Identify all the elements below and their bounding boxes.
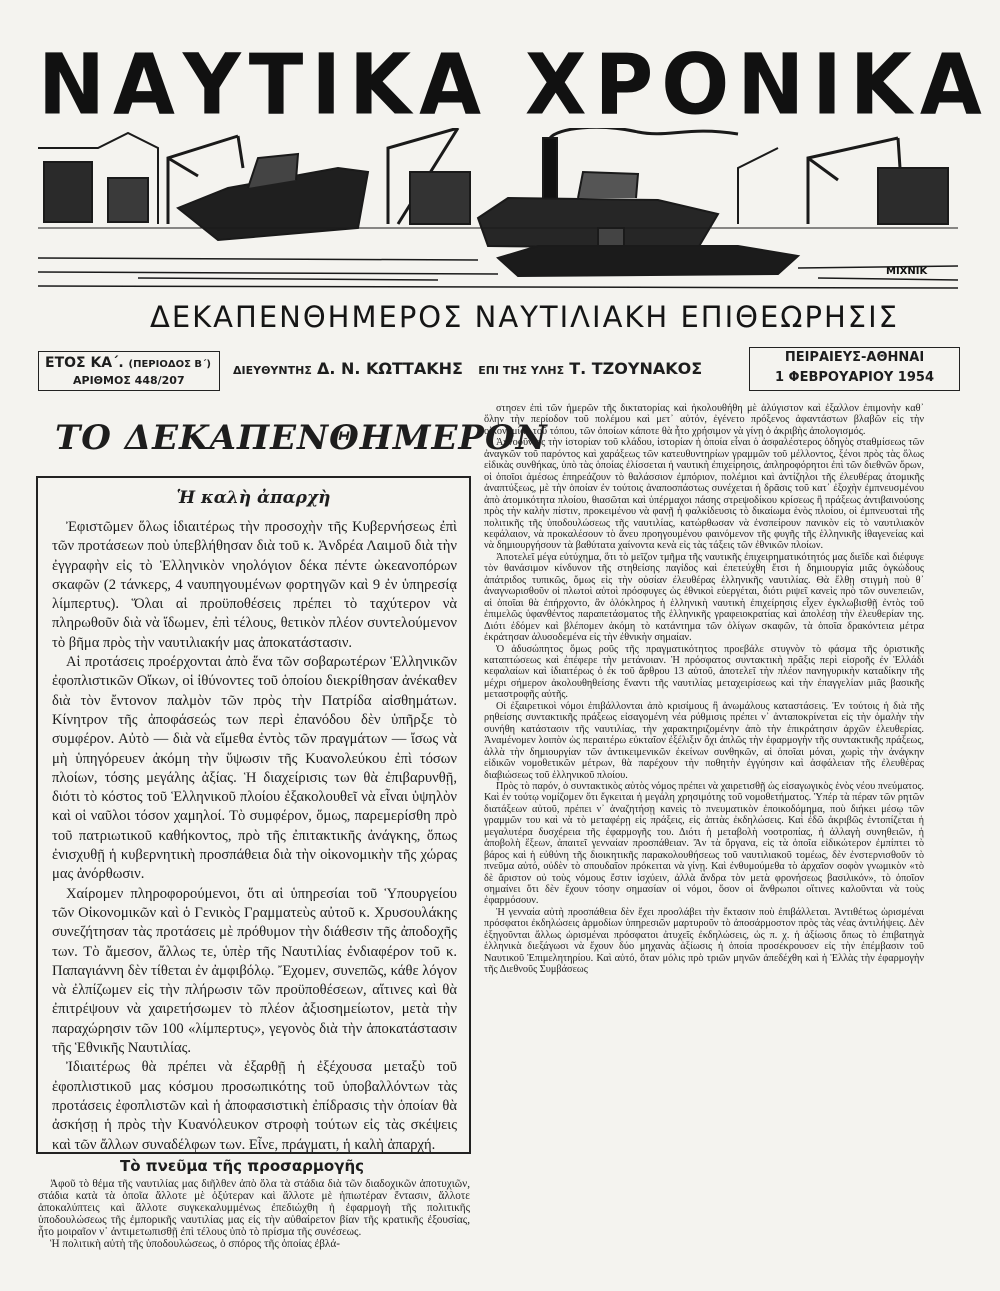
lead-paragraph: Αἱ προτάσεις προέρχονται ἀπὸ ἕνα τῶν σοβαρωτέρων Ἑλληνικῶν ἐφοπλιστικῶν Οἴκων, οἱ ἰθύνοντες τοῦ ὁποίου διεκρίθησαν ἀνέκαθεν διὰ τὸν ἔντονον παλμὸν τῶν πρὸς τὴν Πατρίδα αἰσθημάτων. Κίνητρον τῆς ἀποφάσεώς των περὶ ἐπανόδου δὲν ὑπῆρξε τὸ συμφέρον. Αὐτὸ — διὰ νὰ εἴμεθα ἐντὸς τῶν πραγμάτων — ἴσως νὰ μὴ ὑπηγόρευεν ἀκόμη τὴν ὕψωσιν τῆς Κυανολεύκου ἐπὶ τόσων πλοίων, τόσης μεγάλης ἀξίας. Ἡ διαχείρισις των θὰ ἐπιβαρυνθῇ, διότι τὸ κόστος τοῦ Ἑλληνικοῦ πλοίου ἐξακολουθεῖ νὰ εἶναι ὑψηλὸν καὶ οἱ ναῦλοι τόσον χαμηλοί. Τὸ συμφέρον, ὅμως, παρεμερίσθη πρὸ τοῦ πατριωτικοῦ καθήκοντος, πρὸ τῆς ἐπιτακτικῆς ἀνάγκης, ὅπως ἐνισχυθῇ ἡ κυβερνητικὴ προσπάθεια διὰ τὴν οἰκονομικὴν τῆς χώρας μας ἀνόρθωσιν.: [52, 654, 457, 883]
right-paragraph: Ἀγνοοῦντες τὴν ἱστορίαν τοῦ κλάδου, ἱστορίαν ἡ ὁποία εἶναι ὁ ἀσφαλέστερος ὁδηγὸς σταθμίσεως τῶν ἀναγκῶν τοῦ παρόντος καὶ χαράξεως τῶν κατευθυντηρίων γραμμῶν τοῦ μέλλοντος, ξένοι πρὸς τὰς ὅλως εἰδικὰς συνθήκας, ὑπὸ τὰς ὁποίας ἐλίσσεται ἡ ναυτικὴ ἐπιχείρησις, ἀπληροφόρητοι ἐπὶ τῶν διεθνῶν ὅρων, οἱ ὁποῖοι ἀμέσως ἐπηρεάζουν τὸ θαλάσσιον ἐμπόριον, πολέμιοι καὶ ἀντίζηλοι τῆς ἐλευθέρας ἀτομικῆς ἀναπτύξεως, μὲ τὴν ὁποίαν ἐν τούτοις ἀναποσπάστως συνέχεται ἡ δρᾶσις τοῦ κατ᾿ ἐξοχὴν ἐμπνευσμένου ἀπὸ ἀτομικότητα πλοίου, θιασῶται καὶ ὑπέρμαχοι πάσης στρεψοδίκου κρίσεως ἢ πράξεως ἀντιβαινούσης πρὸς τὴν καλὴν πίστιν, προκειμένου νὰ φανῇ ἡ φαλκίδευσις τὸ δικαίωμα ἑνὸς πλοίου, οἱ ἐμπνευσταὶ τῆς πολιτικῆς τῆς ὑποδουλώσεως τῆς ναυτιλίας, κατώρθωσαν νὰ ἐνσπείρουν πανικὸν εἰς τὸ ναυτιλιακὸν κεφάλαιον, νὰ προκαλέσουν τὸ ἄνευ προηγουμένου φαινόμενον τῆς φυγῆς τῆς ἑλληνικῆς ἰθαγενείας καὶ νὰ δημιουργήσουν τὰ βαθύτατα χαίνοντα κενὰ εἰς τὰς τάξεις τῶν ἐθνικῶν πλοίων.: [484, 437, 924, 552]
material-label: ΕΠΙ ΤΗΣ ΥΛΗΣ: [478, 364, 565, 377]
right-paragraph: Ἡ γενναία αὐτὴ προσπάθεια δὲν ἔχει προσλάβει τὴν ἔκτασιν ποὺ ἐπιβάλλεται. Ἀντιθέτως ὡρισμέναι πρόσφατοι ἐκδηλώσεις ἁρμοδίων ὑπηρεσιῶν μαρτυροῦν τὸ ἀποσάρμοστον πρὸς τὰς νέας ἀντιλήψεις. Δὲν ἐξηγοῦνται ἄλλως ὡρισμέναι πρόσφατοι ἀτυχεῖς ἐκδηλώσεις, ὡς π. χ. ἡ ἀξίωσις ὅπως τὸ ἐπιβατηγὰ ἑλληνικὰ διεξάγωσι νὰ ἔχουν δύο μηχανὰς ἀξίωσις ἡ ὁποία προσέκρουσεν εἰς τὴν ἐπέμβασιν τοῦ Ναυτικοῦ Ἐπιμελητηρίου. Καὶ αὐτό, ὅταν μόλις πρὸ τριῶν μηνῶν ἀπεδέχθη καὶ ἡ Ἑλλὰς τὴν ἐφαρμογὴν τῆς Διεθνοῦς Συμβάσεως: [484, 906, 924, 976]
right-column: [484, 403, 924, 976]
masthead-title: ΝΑΥΤΙΚΑ ΧΡΟΝΙΚΑ: [38, 35, 990, 134]
second-article-title: Τὸ πνεῦμα τῆς προσαρμογῆς: [120, 1157, 365, 1175]
harbor-illustration: [38, 128, 958, 296]
issue-date: 1 ΦΕΒΡΟΥΑΡΙΟΥ 1954: [774, 370, 934, 385]
right-paragraph: Ἀποτελεῖ μέγα εὐτύχημα, ὅτι τὸ μεῖζον τμῆμα τῆς ναυτικῆς ἐπιχειρηματικότητός μας διεῖδε καὶ διέφυγε τὸν θανάσιμον κίνδυνον τῆς στηθείσης παγίδος καὶ ἐπετεύχθη ἔτσι ἡ δημιουργία μιᾶς ὀγκώδους ἀπάτριδος τυπικῶς, ὅμως εἰς τὴν οὐσίαν ἐλευθέρας ἑλληνικῆς ναυτιλίας. Θὰ ἔλθῃ στιγμὴ ποὺ θ᾿ ἀναγνωρισθοῦν οἱ πλωτοὶ αὐτοὶ πρόσφυγες ὡς ἐθνικοὶ εὐεργέται, διότι ριψεῖ κανεὶς πρὸ τῶν συνεπειῶν, αἱ ὁποῖαι θὰ ἐπήρχοντο, ἂν ὁλόκληρος ἡ ἑλληνικὴ ναυτικὴ ἐπιχείρησις εἶχεν ἐγκλωβισθῇ ἐντὸς τοῦ ἐπιμελῶς ὑφανθέντος παραπετάσματος τῆς ἑλληνικῆς γραφειοκρατίας καὶ ἀπολέσῃ τὴν ἐλευθερίαν της. Διότι ἐδόμεν καὶ βλέπομεν ἀκόμη τὸ κατάντημα τῶν ὀλίγων σκαφῶν, τὰ ὁποῖα δρακόντεια μέτρα ἐκράτησαν ἀλυσοδεμένα εἰς τὴν ἐθνικὴν σημαίαν.: [484, 551, 924, 644]
right-paragraph: Πρὸς τὸ παρόν, ὁ συντακτικὸς αὐτὸς νόμος πρέπει νὰ χαιρετισθῇ ὡς εἰσαγωγικὸς ἑνὸς νέου πνεύματος. Καὶ ἐν τούτῳ νομίζομεν ὅτι ἔγκειται ἡ μεγάλη χρησιμότης τοῦ νομοθετήματος. Ὑπέρ τὰ πέραν τῶν ρητῶν διατάξεων αὐτοῦ, πρέπει ν᾿ ἀναζητήσῃ κανεὶς τὸ πνευματικὸν ἐποικοδόμημα, ποὺ διήκει μέσῳ τῶν γραμμῶν του καὶ νὰ τὸ μεταφέρῃ εἰς πράξεις, εἰς ἁπτὰς ἐκδηλώσεις. Καὶ ἐδῶ ἀκριβῶς ἐντοπίζεται ἡ μεγαλυτέρα δυσχέρεια τῆς ἐφαρμογῆς του. Διότι ἡ μεταβολὴ νοοτροπίας, ἡ ἀλλαγὴ συνηθειῶν, ἡ ἀποβολὴ ἕξεων, ἀπαιτεῖ γενναίαν προσπάθειαν. Ἂν τὰ ὄργανα, εἰς τὰ ὁποῖα εἰδικώτερον ἐμπίπτει τὸ βάρος καὶ ἡ εὐθύνη τῆς διοικητικῆς παρακολουθήσεως τοῦ ναυτιλιακοῦ τομέως, δὲν ἐνστερνισθοῦν τὸ πνεῦμα αὐτό, οὐδὲν τὸ σπουδαῖον πρόκειται νὰ γίνῃ. Καὶ ἐνθυμούμεθα τὸ ἀρχαῖον σοφὸν γνωμικὸν «τὸ δὲ ἄριστον οὐ τοὺς νόμους ἔστιν ἰσχύειν, ἀλλὰ ἄνδρα τὸν μετὰ φρονήσεως βασιλικόν», τὸ ὁποῖον σημαίνει ὅτι δὲν ἔχουν τόσην σημασίαν οἱ νόμοι, ὅσον οἱ ἄνθρωποι οἵτινες καλοῦνται νὰ τοὺς ἐφαρμόσουν.: [484, 780, 924, 907]
lead-article-box: [36, 476, 471, 1154]
second-paragraph: Ἀφοῦ τὸ θέμα τῆς ναυτιλίας μας διῆλθεν ἀπὸ ὅλα τὰ στάδια διὰ τῶν διαδοχικῶν ἀποτυχιῶν, στάδια κατὰ τὰ ὁποῖα ἄλλοτε μὲ ὀξύτεραν καὶ ἄλλοτε μὲ ἠπιωτέραν ἔντασιν, ἄλλοτε ἀποκαλύπτεις καὶ ἄλλοτε συγκεκαλυμμένως ἐπεδιώχθη ἡ ἐφαρμογὴ τῆς πολιτικῆς ὑποδουλώσεως τῆς ἐμπορικῆς ναυτιλίας μας εἰς τὴν αὐθαίρετον βίαν τῆς κρατικῆς ἐξουσίας, ἦτο μοιραῖον ν᾿ ἀντιμετωπισθῇ ἐπὶ τέλους ὑπὸ τὸ πρίσμα τῆς συνέσεως.: [38, 1178, 470, 1238]
issue-info-bar: [38, 345, 960, 393]
lead-article-title: Ἡ καλὴ ἀπαρχὴ: [176, 488, 331, 508]
issue-place: ΠΕΙΡΑΙΕΥΣ-ΑΘΗΝΑΙ: [784, 350, 925, 365]
lead-paragraph: Ἰδιαιτέρως θὰ πρέπει νὰ ἐξαρθῇ ἡ ἐξέχουσα μεταξὺ τοῦ ἐφοπλιστικοῦ μας κόσμου προσωπικότης τοῦ ὑποβαλλόντων τὰς προτάσεις ἐφοπλιστῶν καὶ ἡ ἀποφασιστικὴ ἐπίδρασις τὴν ὁποίαν θὰ ἀσκήσῃ ἡ πρὸς τὴν Κυανόλευκον στροφὴ τούτων εἰς τὰς σκέψεις καὶ τῶν ἄλλων συναδέλφων των. Εἶνε, πράγματι, ἡ καλὴ ἀπαρχή.: [52, 1059, 457, 1153]
material-editor-name: Τ. ΤΖΟΥΝΑΚΟΣ: [569, 359, 703, 378]
lead-paragraph: Ἐφιστῶμεν ὅλως ἰδιαιτέρως τὴν προσοχὴν τῆς Κυβερνήσεως ἐπὶ τῶν προτάσεων ποὺ ὑπεβλήθησαν διὰ τοῦ κ. Ἀνδρέα Λαιμοῦ διὰ τὴν ἐγγραφὴν εἰς τὸ Ἑλληνικὸν νηολόγιον δέκα πέντε ὠκεανοπόρων σκαφῶν (2 τάνκερς, 4 ναυπηγουμένων φορτηγῶν καὶ 9 ἐν ὑπηρεσίᾳ λίμπερτυς). Ὅλαι αἱ προϋποθέσεις πρέπει τὸ ταχύτερον νὰ πληρωθοῦν διὰ νὰ ἴδωμεν, ἐπὶ τέλους, θετικὸν πλέον συντελούμενον τὸ βῆμα πρὸς τὴν ναυτιλιακήν μας ἀποκατάστασιν.: [52, 519, 457, 651]
issue-year: ΕΤΟΣ ΚΑ΄.: [45, 355, 124, 371]
editors-line: [233, 359, 723, 378]
issue-year-box: [38, 351, 220, 391]
issue-period: (ΠΕΡΙΟΔΟΣ Β΄): [128, 359, 211, 370]
lead-article-body: [52, 518, 457, 1155]
place-date-box: [749, 347, 960, 391]
issue-year-line: [45, 355, 211, 371]
column-title: ΤΟ ΔΕΚΑΠΕΝΘΗΜΕΡΟΝ: [55, 418, 548, 458]
right-paragraph: Ὁ ἀδυσώπητος ὅμως ροῦς τῆς πραγματικότητος προεβάλε στυγνὸν τὸ φάσμα τῆς ὁριστικῆς καταπτώσεως καὶ ἐπέφερε τὴν μετάνοιαν. Ἡ πρόσφατος συντακτικὴ πρᾶξις περὶ εἰσροῆς ἐν Ἑλλάδι κεφαλαίων καὶ ἰδιαιτέρως ὁ ἐκ τοῦ ἄρθρου 13 αὐτοῦ, ἀποτελεῖ τὴν πλέον πανηγυρικὴν καταδίκην τῆς μέχρι σήμερον ἀκολουθηθείσης ἔναντι τῆς ναυτιλίας μεταχειρίσεως καὶ τὴν ἐπαγγελίαν μιᾶς βασικῆς μεταστροφῆς αὐτῆς.: [484, 643, 924, 701]
director-name: Δ. Ν. ΚΩΤΤΑΚΗΣ: [316, 359, 463, 378]
right-paragraph: στησεν ἐπὶ τῶν ἡμερῶν τῆς δικτατορίας καὶ ἠκολουθήθη μὲ ἀλύγιστον καὶ ἐξαλλον ἐπιμονὴν καθ᾿ ὅλην τὴν περίοδον τοῦ πολέμου καὶ μετ᾿ αὐτόν, ἐγένετο πρόξενος ἀφαντάστων βλαβῶν εἰς τὴν οἰκονομίαν τοῦ τόπου, τῶν ὁποίων κάποτε θὰ ἦτο χρήσιμον νὰ γίνῃ ὁ ἀκριβὴς ἀπολογισμός.: [484, 403, 924, 437]
lead-paragraph: Χαίρομεν πληροφορούμενοι, ὅτι αἱ ὑπηρεσίαι τοῦ Ὑπουργείου τῶν Οἰκονομικῶν καὶ ὁ Γενικὸς Γραμματεὺς αὐτοῦ κ. Χρυσουλάκης συνεζήτησαν τὰς προτάσεις μὲ πρόθυμον τὴν διάθεσιν τῆς ἀποδοχῆς των. Τὸ ἄμεσον, ἄλλως τε, ὑπὲρ τῆς Ναυτιλίας ἐνδιαφέρον τοῦ κ. Παπαγιάννη δὲν τίθεται ἐν ἀμφιβόλῳ. Ἔχομεν, συνεπῶς, κάθε λόγον νὰ ἐλπίζωμεν εἰς τὴν πλήρωσιν τῶν προϋποθέσεων, αἵτινες καὶ θὰ ἐπιτρέψουν νὰ χαιρετήσωμεν τὸ πλέον ἀξιοσημείωτον, μετὰ τὴν παραχώρησιν τῶν 100 «λίμπερτυς», γεγονὸς διὰ τὴν ἀποκατάστασιν τῆς Ἑθνικῆς Ναυτιλίας.: [52, 885, 457, 1057]
artist-signature: ΜΙΧΝΙΚ: [886, 266, 928, 277]
second-article-body: [38, 1178, 470, 1250]
subtitle: ΔΕΚΑΠΕΝΘΗΜΕΡΟΣ ΝΑΥΤΙΛΙΑΚΗ ΕΠΙΘΕΩΡΗΣΙΣ: [150, 300, 899, 334]
second-paragraph: Ἡ πολιτικὴ αὐτὴ τῆς ὑποδουλώσεως, ὁ σπόρος τῆς ὁποίας ἐβλά-: [50, 1238, 340, 1250]
right-paragraph: Οἱ ἐξαιρετικοὶ νόμοι ἐπιβάλλονται ἀπὸ κρισίμους ἢ ἀνωμάλους καταστάσεις. Ἐν τούτοις ἡ διὰ τῆς ρηθείσης συντακτικῆς πράξεως εἰσαγομένη νέα ρύθμισις πρέπει ν᾿ ἀνταποκρίνεται εἰς τὴν ὁμαλὴν τὴν συνήθη κατάστασιν τῆς ναυτιλίας, τὴν χαρακτηριζομένην ἀπὸ τὴν ἐπικράτησιν ἀρχῶν ἐλευθερίας. Ἀναμένομεν λοιπὸν ὡς περαιτέρω εὐκταῖον ἐξέλιξιν ὄχι ἁπλῶς τὴν ἐφαρμογὴν τῆς συντακτικῆς πράξεως, ἀλλὰ τὴν δημιουργίαν τῶν ἀντικειμενικῶν ἐκείνων συνθηκῶν, αἱ ὁποῖαι μόναι, χωρὶς τὴν ἀνάγκην εἰδικῶν νομοθετικῶν μέτρων, θὰ παρέχουν τὴν ποθητὴν ἐγγύησιν καὶ ἀσφάλειαν τῆς ἐλευθέρας διαβιώσεως τοῦ ἑλληνικοῦ πλοίου.: [484, 700, 924, 781]
director-label: ΔΙΕΥΘΥΝΤΗΣ: [233, 364, 312, 377]
issue-number: ΑΡΙΘΜΟΣ 448/207: [73, 374, 185, 387]
